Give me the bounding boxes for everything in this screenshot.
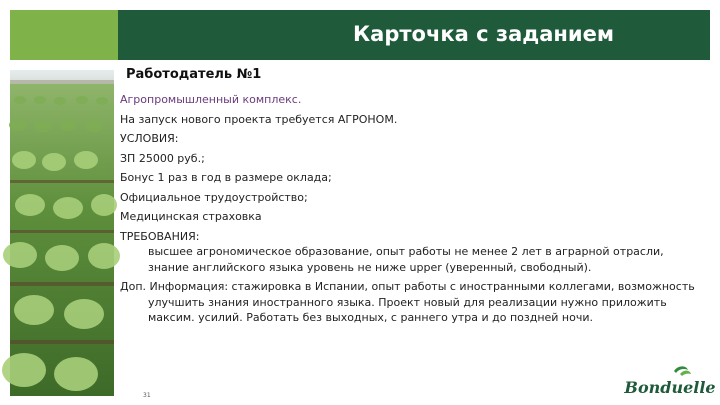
header-bar <box>10 10 710 60</box>
additional-info: Доп. Информация: стажировка в Испании, опыт работы с иностранными коллегами, возможность улучшить знания иностранного языка. Проект новый для реализации нужно приложить максим. усилий. Работать без выходных, с раннего утра и до поздней ночи. <box>120 280 695 324</box>
bonduelle-logo <box>624 365 716 403</box>
salary-line: ЗП 25000 руб.; <box>120 151 205 165</box>
employment-line: Официальное трудоустройство; <box>120 190 308 204</box>
header-title-block <box>118 10 710 60</box>
header-accent-block <box>10 10 118 60</box>
insurance-line: Медицинская страховка <box>120 210 262 223</box>
task-card-content <box>120 92 695 330</box>
requirements-heading: ТРЕБОВАНИЯ: <box>120 229 200 243</box>
svg-text:Bonduelle: Bonduelle <box>624 378 716 397</box>
lettuce-field-photo <box>10 70 114 396</box>
page-number: 31 <box>143 392 151 399</box>
page-title: Карточка с заданием <box>352 22 614 46</box>
conditions-heading: УСЛОВИЯ: <box>120 132 179 145</box>
company-type: Агропромышленный комплекс. <box>120 93 302 106</box>
bonus-line: Бонус 1 раз в год в размере оклада; <box>120 171 332 184</box>
job-summary: На запуск нового проекта требуется АГРОНОМ. <box>120 112 398 126</box>
requirements-text: высшее агрономическое образование, опыт работы не менее 2 лет в аграрной отрасли, знание английского языка уровень не ниже upper (уверенный, свободный). <box>148 245 664 274</box>
employer-heading: Работодатель №1 <box>126 67 262 82</box>
